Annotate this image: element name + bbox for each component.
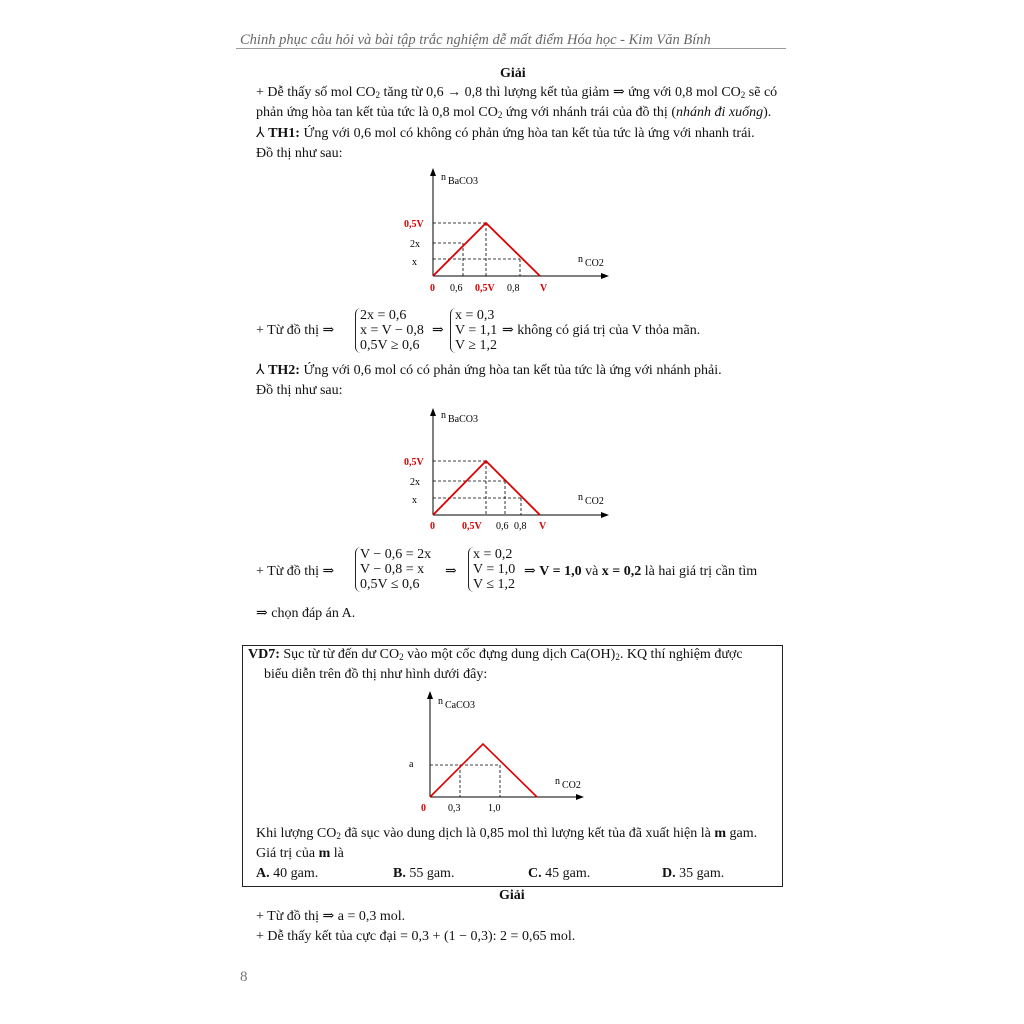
x-tick: V: [540, 283, 548, 294]
answer-option-d[interactable]: D. 35 gam.: [662, 866, 725, 881]
y-axis-label: n: [438, 696, 443, 707]
equation: V − 0,8 = x: [360, 562, 425, 577]
x-tick: 1,0: [488, 803, 501, 814]
question-line: Giá trị của m là: [256, 846, 344, 861]
equation-prefix: + Từ đồ thị ⇒: [256, 564, 335, 579]
conclusion: ⇒ chọn đáp án A.: [256, 606, 356, 621]
x-axis-subscript: CO2: [585, 496, 604, 507]
question-line: VD7: Sục từ từ đến dư $CO_2$ vào một cốc đựng dung dịch $Ca(OH)_2$. KQ thí nghiệm được: [248, 647, 743, 662]
equation: x = 0,2: [473, 547, 513, 562]
text-line: Đồ thị như sau:: [256, 146, 343, 161]
equation: x = V − 0,8: [360, 323, 424, 338]
y-axis-label: n: [441, 172, 446, 183]
case-bullet-icon: ⅄: [256, 126, 269, 141]
y-axis-subscript: BaCO3: [448, 176, 478, 187]
x-tick: 0: [430, 521, 435, 532]
equation-result: ⇒ V = 1,0 và x = 0,2 là hai giá trị cần tìm: [524, 564, 758, 579]
y-tick: x: [412, 495, 417, 506]
x-tick: 0: [430, 283, 435, 294]
x-tick: 0,5V: [475, 283, 495, 294]
x-axis-label: n: [555, 776, 560, 787]
x-axis-subscript: CO2: [562, 780, 581, 791]
solution-heading: Giải: [500, 66, 526, 81]
equation: V ≥ 1,2: [455, 338, 498, 353]
x-axis-subscript: CO2: [585, 258, 604, 269]
y-tick: 0,5V: [404, 457, 424, 468]
equation: 2x = 0,6: [360, 308, 407, 323]
x-axis-label: n: [578, 492, 583, 503]
y-tick: 0,5V: [404, 219, 424, 230]
x-tick: 0,6: [450, 283, 463, 294]
answer-option-b[interactable]: B. 55 gam.: [393, 866, 455, 881]
y-tick: 2x: [410, 239, 420, 250]
text-line: + Dễ thấy số mol $CO_2$ tăng từ 0,6 → 0,8 thì lượng kết tủa giảm ⇒ ứng với 0,8 mol $CO_2$ sẽ có: [256, 85, 778, 100]
answer-option-a[interactable]: A. 40 gam.: [256, 866, 319, 881]
y-tick: 2x: [410, 477, 420, 488]
answer-option-c[interactable]: C. 45 gam.: [528, 866, 591, 881]
equation-prefix: + Từ đồ thị ⇒: [256, 323, 335, 338]
page-number: 8: [240, 969, 248, 985]
x-axis-label: n: [578, 254, 583, 265]
equation: 0,5V ≥ 0,6: [360, 338, 420, 353]
equation: 0,5V ≤ 0,6: [360, 577, 420, 592]
y-tick: x: [412, 257, 417, 268]
implies-icon: ⇒: [432, 323, 444, 338]
x-tick: 0,8: [507, 283, 520, 294]
text-line: Đồ thị như sau:: [256, 383, 343, 398]
y-axis-label: n: [441, 410, 446, 421]
equation-result: ⇒ không có giá trị của V thỏa mãn.: [502, 323, 701, 338]
case-1-line: ⅄ TH1: Ứng với 0,6 mol có không có phản ứng hòa tan kết tủa tức là ứng với nhanh trái.: [256, 126, 755, 141]
y-tick: a: [409, 759, 414, 770]
x-tick: V: [539, 521, 547, 532]
y-axis-subscript: BaCO3: [448, 414, 478, 425]
equation: V − 0,6 = 2x: [360, 547, 432, 562]
text-line: + Dễ thấy kết tủa cực đại = 0,3 + (1 − 0,3): 2 = 0,65 mol.: [256, 929, 576, 944]
solution-heading: Giải: [499, 888, 525, 903]
text-line: + Từ đồ thị ⇒ a = 0,3 mol.: [256, 909, 406, 924]
equation: V ≤ 1,2: [473, 577, 516, 592]
case-bullet-icon: ⅄: [256, 363, 269, 378]
x-tick: 0,3: [448, 803, 461, 814]
equation: V = 1,1: [455, 323, 498, 338]
x-tick: 0,8: [514, 521, 527, 532]
x-tick: 0,5V: [462, 521, 482, 532]
y-axis-subscript: CaCO3: [445, 700, 475, 711]
implies-icon: ⇒: [445, 564, 457, 579]
question-line: biểu diễn trên đồ thị như hình dưới đây:: [264, 667, 488, 682]
equation: x = 0,3: [455, 308, 495, 323]
case-2-line: ⅄ TH2: Ứng với 0,6 mol có có phản ứng hòa tan kết tủa tức là ứng với nhánh phải.: [256, 363, 722, 378]
running-header: Chinh phục câu hỏi và bài tập trắc nghiệm dễ mất điểm Hóa học - Kim Văn Bính: [240, 32, 711, 48]
x-tick: 0,6: [496, 521, 509, 532]
question-line: Khi lượng $CO_2$ đã sục vào dung dịch là 0,85 mol thì lượng kết tủa đã xuất hiện là m gam.: [256, 826, 758, 841]
text-line: phản ứng hòa tan kết tủa tức là 0,8 mol $CO_2$ ứng với nhánh trái của đồ thị (nhánh đi xuống).: [256, 105, 772, 120]
x-tick: 0: [421, 803, 426, 814]
equation: V = 1,0: [473, 562, 516, 577]
